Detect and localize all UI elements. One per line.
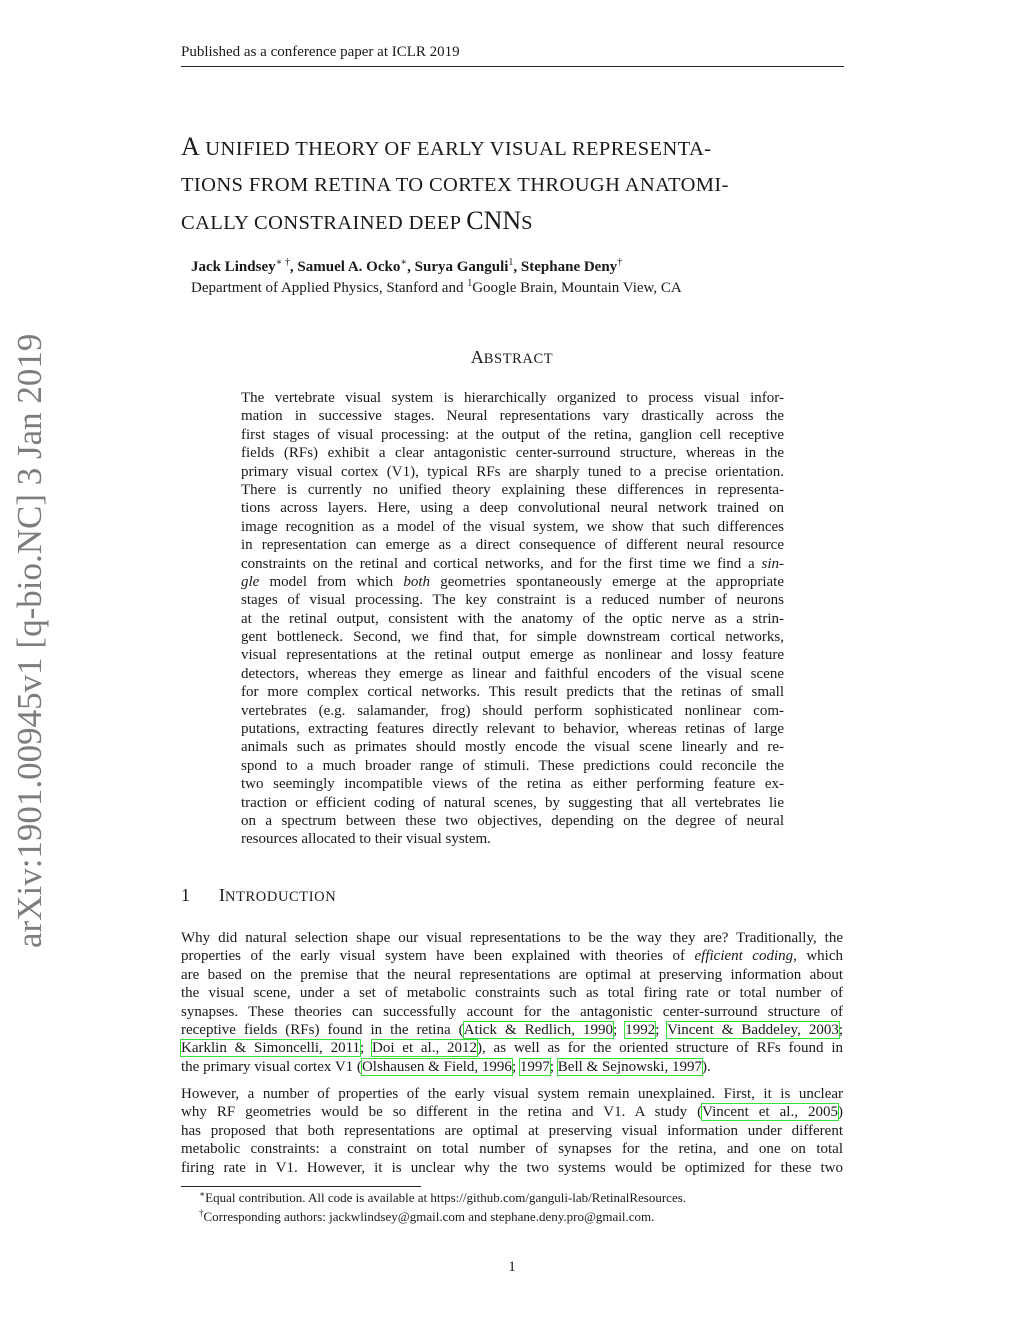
abstract-body: The vertebrate visual system is hierarchically organized to process visual infor- mation in successive stages. Neural representations vary drastically across the first stages of visual processing: at the output of the retina, ganglion cell receptive fields (RFs) exhibit a clear antagonistic center-surround structure, whereas in the primary visual cortex (V1), typical RFs are sharply tuned to a precise orientation. There is currently no unified theory explaining these differences in representa- tions across layers. Here, using a deep convolutional neural network trained on image recognition as a model of the visual system, we show that such differences in representation can emerge as a direct consequence of different neural resource constraints on the retinal and cortical networks, and for the first time we find a sin- gle model from which both geometries spontaneously emerge at the appropriate stages of visual processing. The key constraint is a reduced number of neurons at the retinal output, consistent with the anatomy of the optic nerve as a strin- gent bottleneck. Second, we find that, for simple downstream cortical networks, visual representations at the retinal output emerge as nonlinear and lossy feature detectors, whereas they emerge as linear and faithful encoders of the visual scene for more complex cortical networks. This result predicts that the retinas of small vertebrates (e.g. salamander, frog) should perform sophisticated nonlinear com- putations, extracting features directly relevant to behavior, whereas retinas of large animals such as primates should mostly encode the visual scene linearly and re- spond to a much broader range of stimuli. These predictions could reconcile the two seemingly incompatible views of the retina as either performing feature ex- traction or efficient coding of natural scenes, by suggesting that all vertebrates lie on a spectrum between these two objectives, depending on the degree of neural resources allocated to their visual system. bbox=[241, 390, 785, 848]
footnote-equal-contribution: ∗Equal contribution. All code is available at https://github.com/ganguli-lab/RetinalResources. bbox=[199, 1189, 687, 1205]
header-rule bbox=[181, 66, 844, 67]
citation-link[interactable]: Olshausen & Field, 1996 bbox=[361, 1058, 512, 1075]
paper-title: A UNIFIED THEORY OF EARLY VISUAL REPRESENTA- TIONS FROM RETINA TO CORTEX THROUGH ANATOMI- CALLY CONSTRAINED DEEP CNNS bbox=[181, 132, 729, 235]
footnote-rule bbox=[181, 1186, 421, 1187]
arxiv-stamp: arXiv:1901.00945v1 [q-bio.NC] 3 Jan 2019 bbox=[10, 333, 49, 948]
author-list: Jack Lindsey∗ †, Samuel A. Ocko∗, Surya Ganguli$^1$, Stephane Deny† bbox=[191, 257, 623, 275]
citation-link[interactable]: 1997 bbox=[519, 1058, 550, 1075]
citation-link[interactable]: 1992 bbox=[625, 1021, 656, 1038]
citation-link[interactable]: Doi et al., 2012 bbox=[372, 1040, 478, 1057]
citation-link[interactable]: Vincent et al., 2005 bbox=[702, 1104, 838, 1121]
intro-paragraph-2: However, a number of properties of the early visual system remain unexplained. First, it is unclear why RF geometries would be so different in the retina and V1. A study (Vincent et al., 2005) has proposed that both representations are optimal at preserving visual information under different metabolic constraints: a constraint on total number of synapses for the retina, and one on total firing rate in V1. However, it is unclear why the two systems would be optimized for these two bbox=[181, 1086, 843, 1176]
citation-link[interactable]: Bell & Sejnowski, 1997 bbox=[557, 1058, 702, 1075]
citation-link[interactable]: Atick & Redlich, 1990 bbox=[463, 1021, 614, 1038]
intro-paragraph-1: Why did natural selection shape our visual representations to be the way they are? Traditionally, the properties of the early visual system have been explained with theories of efficient coding, which are based on the premise that the neural representations are optimal at preserving information about the visual scene, under a set of metabolic constraints such as total firing rate or total number of synapses. These theories can successfully account for the antagonistic center-surround structure of receptive fields (RFs) found in the retina (Atick & Redlich, 1990; 1992; Vincent & Baddeley, 2003; Karklin & Simoncelli, 2011; Doi et al., 2012), as well as for the oriented structure of RFs found in the primary visual cortex V1 (Olshausen & Field, 1996; 1997; Bell & Sejnowski, 1997). bbox=[181, 930, 844, 1075]
affiliation: Department of Applied Physics, Stanford and $^1$Google Brain, Mountain View, CA bbox=[191, 278, 682, 296]
section-heading-introduction: 1 INTRODUCTION bbox=[181, 885, 337, 905]
citation-link[interactable]: Vincent & Baddeley, 2003 bbox=[667, 1021, 839, 1038]
running-head: Published as a conference paper at ICLR 2019 bbox=[181, 44, 460, 60]
citation-link[interactable]: Karklin & Simoncelli, 2011 bbox=[181, 1040, 361, 1057]
footnote-corresponding-authors: †Corresponding authors: jackwlindsey@gmail.com and stephane.deny.pro@gmail.com. bbox=[199, 1208, 655, 1224]
abstract-heading: ABSTRACT bbox=[470, 347, 554, 367]
page-number: 1 bbox=[508, 1259, 516, 1275]
